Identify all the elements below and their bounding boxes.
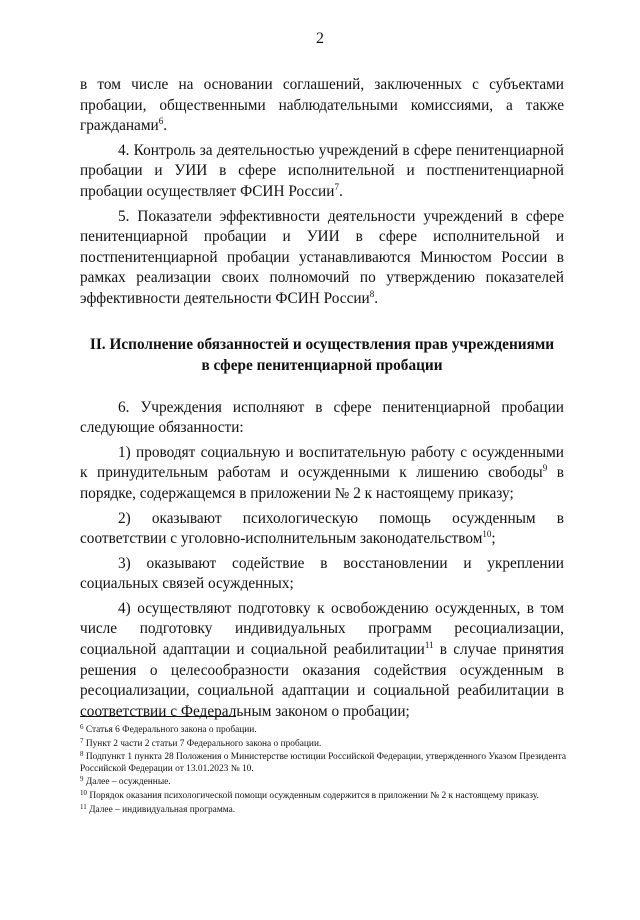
- paragraph-tail: в случае принятия решения о целесообразности оказания содействия осужденным в ресоциализации, социальной адаптации и социальной реабилитации в соответствии с Федеральным законом о пробации;: [80, 641, 564, 720]
- footnote: [80, 725, 566, 737]
- footnote-ref: 10: [482, 529, 492, 540]
- footnote-number: 11: [80, 802, 87, 811]
- footnote-ref: 8: [369, 288, 375, 299]
- paragraph: [80, 207, 564, 310]
- footnote-ref: 11: [424, 640, 434, 651]
- section-heading-line-2: в сфере пенитенциарной пробации: [201, 356, 443, 374]
- footnote: [80, 777, 566, 789]
- footnote-text: Пункт 2 части 2 статьи 7 Федерального закона о пробации.: [83, 738, 322, 749]
- paragraph-text: 2) оказывают психологическую помощь осужденным в соответствии с уголовно-исполнительным законодательством: [80, 509, 564, 548]
- paragraph-text: 6. Учреждения исполняют в сфере пенитенциарной пробации следующие обязанности:: [80, 398, 564, 437]
- paragraph-tail: ;: [491, 530, 496, 548]
- paragraph: [80, 599, 564, 723]
- paragraph: [80, 141, 564, 203]
- footnote-number: 8: [80, 750, 84, 759]
- footnote-text: Статья 6 Федерального закона о пробации.: [83, 725, 257, 735]
- footnote-list: [80, 725, 566, 816]
- paragraph: [80, 554, 564, 595]
- footnote-ref: 9: [542, 463, 548, 474]
- paragraph-text: 5. Показатели эффективности деятельности учреждений в сфере пенитенциарной пробации и УИИ в сфере исполнительной и постпенитенциарной пробации устанавливаются Минюстом России в рамках реализации своих полномочий по утверждению показателей эффективности деятельности ФСИН России: [80, 207, 564, 307]
- footnote-text: Далее – индивидуальная программа.: [86, 804, 236, 815]
- paragraphs-top: [80, 75, 564, 310]
- footnote-text: Подпункт 1 пункта 28 Положения о Министерстве юстиции Российской Федерации, утвержденного Указом Президента Российской Федерации от 13.01.2023 № 10.: [80, 752, 566, 774]
- footnote: [80, 752, 566, 775]
- footnote: [80, 802, 566, 817]
- footnote-text: Далее – осужденные.: [83, 777, 171, 788]
- section-heading-line-1: II. Исполнение обязанностей и осуществления прав учреждениями: [89, 335, 555, 353]
- paragraph-tail: .: [163, 117, 168, 135]
- paragraph-text: 4) осуществляют подготовку к освобождению осужденных, в том числе подготовку индивидуальных программ ресоциализации, социальной адаптации и социальной реабилитации: [80, 599, 564, 659]
- page-number: 2: [316, 30, 324, 47]
- paragraph-tail: .: [374, 289, 379, 307]
- paragraph-text: 1) проводят социальную и воспитательную работу с осужденными к принудительным работам и осужденными к лишению свободы: [80, 443, 564, 482]
- footnote-number: 10: [80, 788, 87, 797]
- footnote-ref: 7: [334, 181, 339, 192]
- footnote-separator: [80, 716, 236, 717]
- paragraph-text: 4. Контроль за деятельностью учреждений в сфере пенитенциарной пробации и УИИ в сфере исполнительной и постпенитенциарной пробации осуществляет ФСИН России: [80, 141, 564, 200]
- footnote-ref: 6: [158, 116, 164, 127]
- paragraph: [80, 75, 564, 137]
- paragraph-text: в том числе на основании соглашений, заключенных с субъектами пробации, общественными наблюдательными комиссиями, а также гражданами: [80, 76, 564, 135]
- document-body: [80, 75, 564, 726]
- footnote: [80, 788, 566, 803]
- paragraph-text: 3) оказывают содействие в восстановлении и укреплении социальных связей осужденных;: [80, 554, 564, 593]
- paragraph-tail: в порядке, содержащемся в приложении № 2 к настоящему приказу;: [80, 464, 564, 502]
- paragraphs-bottom: [80, 398, 564, 723]
- footnotes: [80, 716, 566, 818]
- paragraph: [80, 398, 564, 439]
- footnote-number: 6: [80, 723, 84, 731]
- paragraph-tail: .: [338, 182, 343, 200]
- footnote-number: 9: [80, 775, 84, 784]
- section-heading: [80, 334, 564, 376]
- footnote: [80, 736, 566, 751]
- footnote-text: Порядок оказания психологической помощи осужденным содержится в приложении № 2 к настоящему приказу.: [87, 790, 539, 801]
- footnote-number: 7: [80, 736, 84, 745]
- paragraph: [80, 443, 564, 505]
- paragraph: [80, 509, 564, 550]
